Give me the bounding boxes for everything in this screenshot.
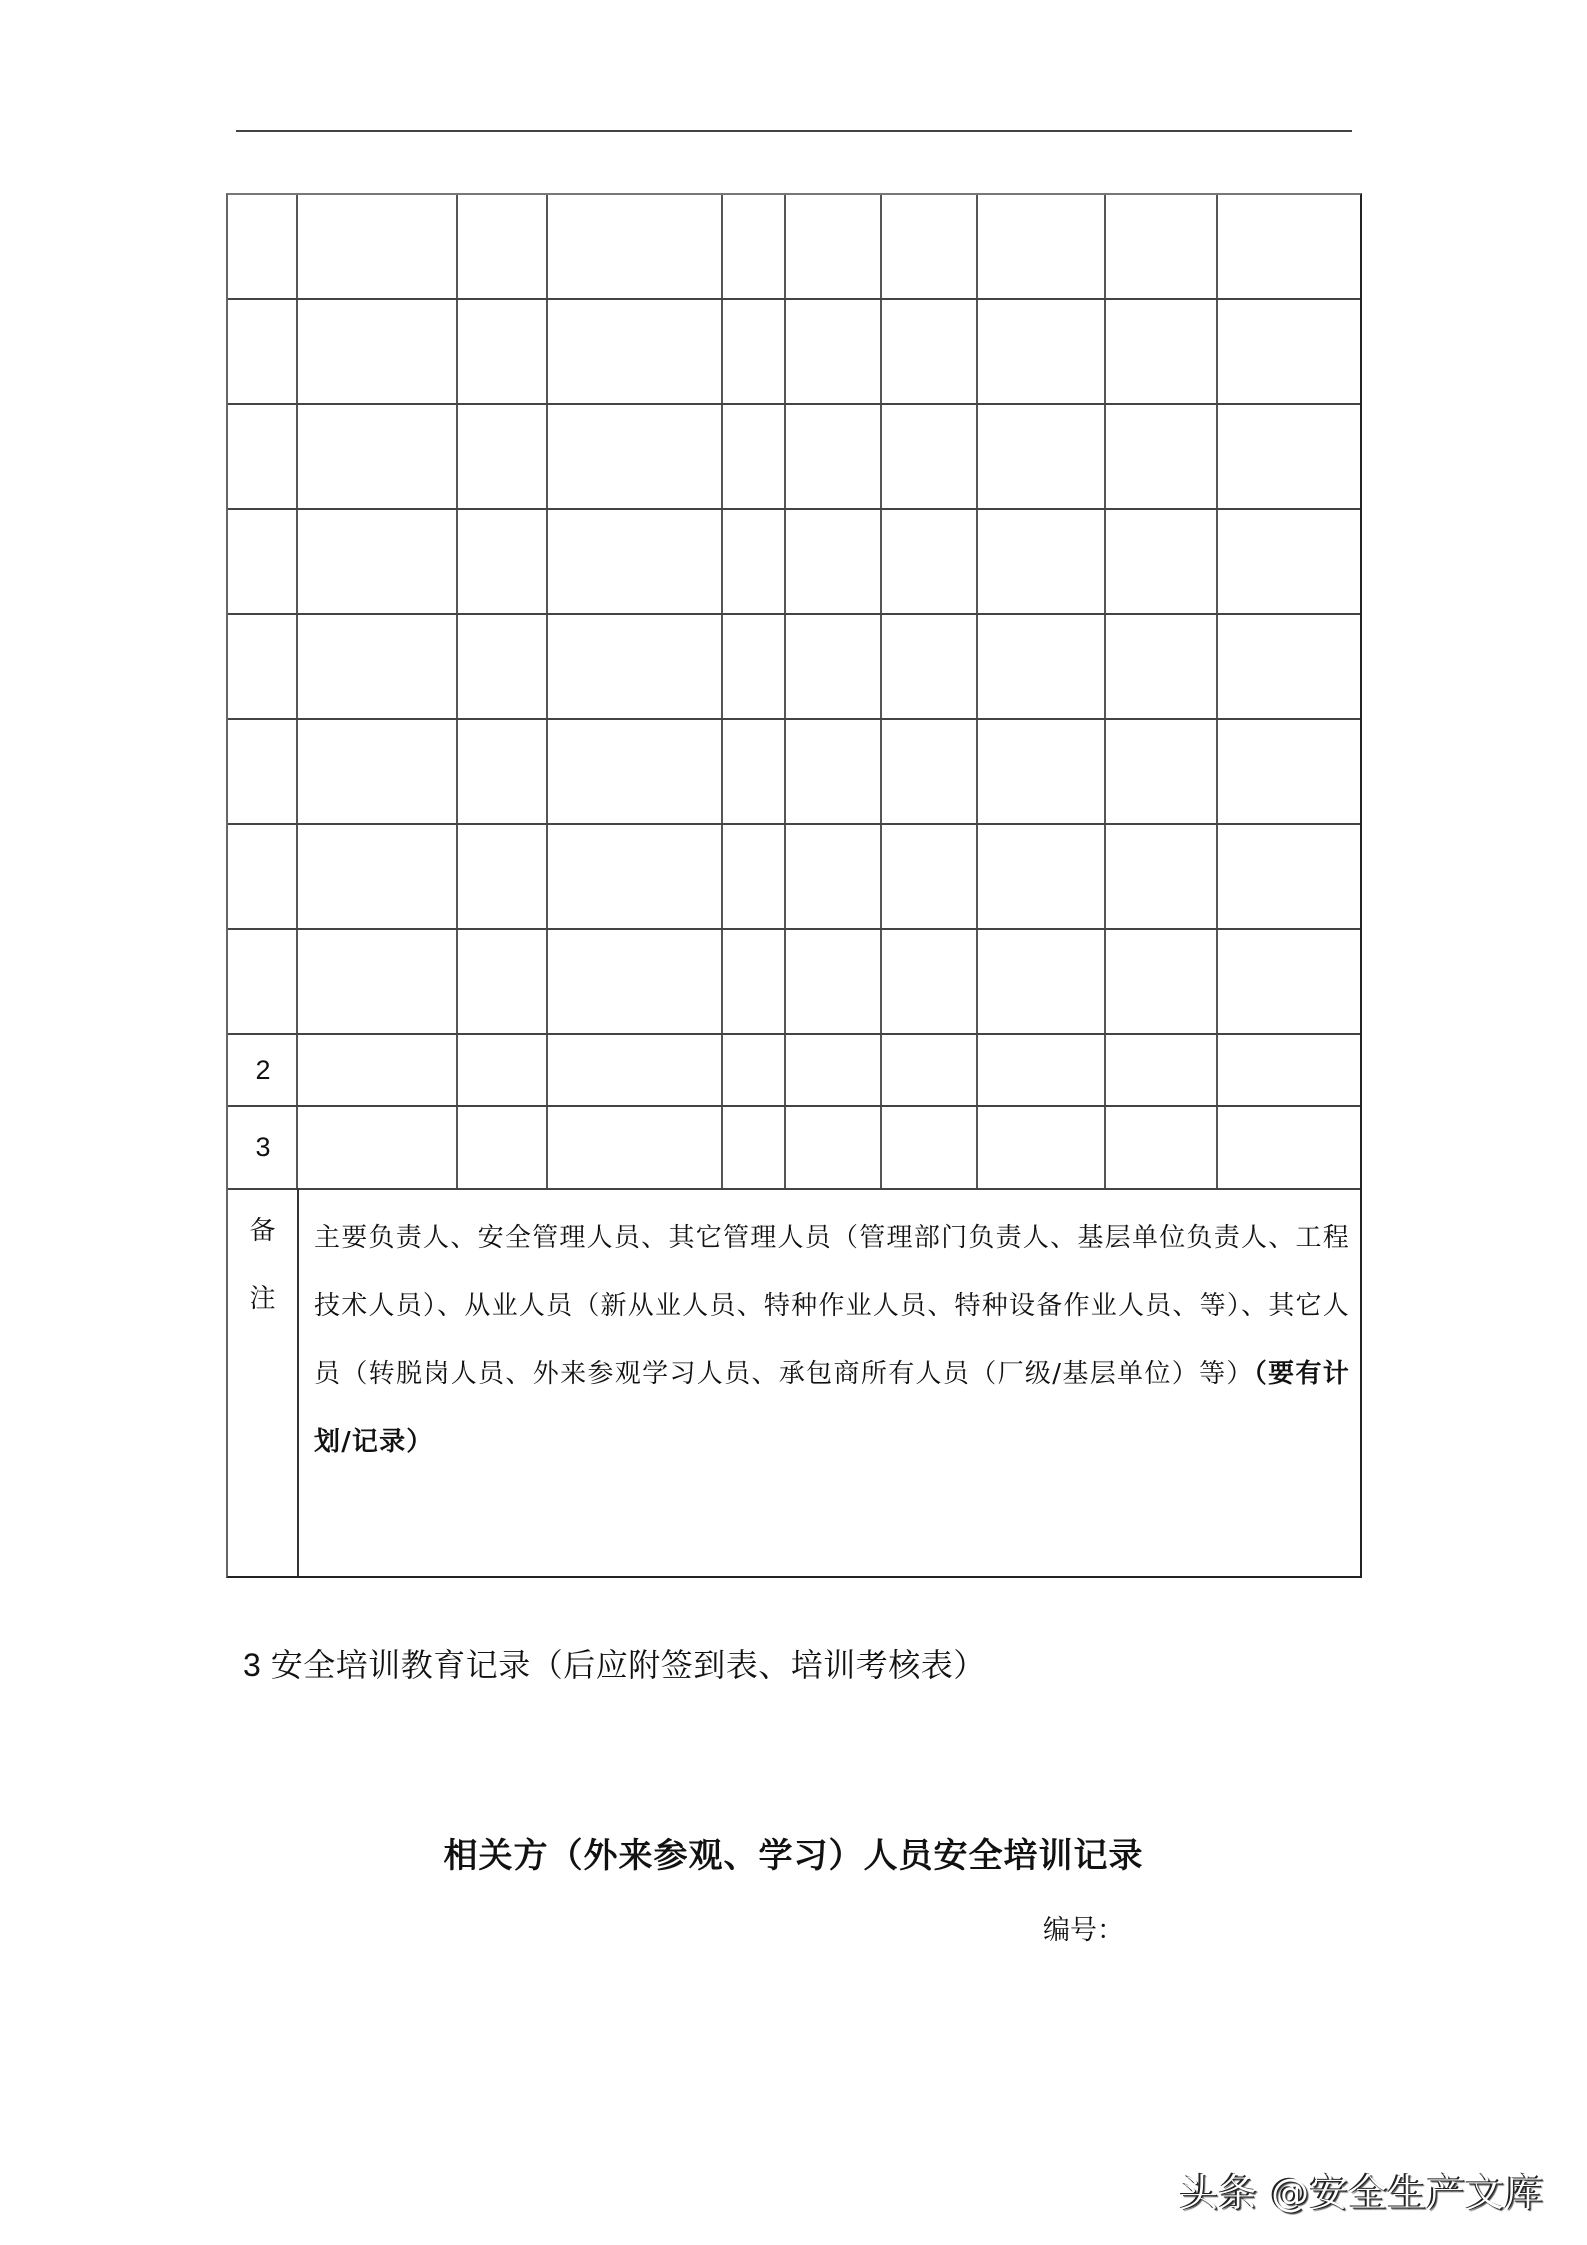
- row-number: 2: [255, 1054, 271, 1085]
- watermark: 头条 @安全生产文库: [1180, 2171, 1545, 2215]
- table-cell: [786, 195, 882, 298]
- table-cell: [1218, 1107, 1364, 1188]
- table-row: [228, 930, 1360, 1035]
- table-cell: [978, 1107, 1106, 1188]
- table-cell: [1106, 825, 1218, 928]
- table-cell: [978, 825, 1106, 928]
- table-cell: [458, 930, 548, 1033]
- table-cell: [882, 720, 978, 823]
- training-record-table: [226, 193, 1362, 1578]
- table-cell: [298, 405, 458, 508]
- table-row: [228, 405, 1360, 510]
- table-cell: [786, 930, 882, 1033]
- row-number: 3: [255, 1132, 271, 1162]
- notes-text-bold: （要有计划/记录）: [314, 1359, 1350, 1457]
- table-cell: [1218, 615, 1364, 718]
- table-row: [228, 720, 1360, 825]
- table-cell: [786, 1035, 882, 1105]
- table-cell: [458, 825, 548, 928]
- table-cell: [548, 1107, 723, 1188]
- table-cell: [1218, 300, 1364, 403]
- table-cell: [723, 195, 786, 298]
- header-rule: [236, 130, 1352, 132]
- table-cell: [723, 510, 786, 613]
- table-row: [228, 300, 1360, 405]
- table-cell: [723, 615, 786, 718]
- table-cell: [1106, 510, 1218, 613]
- table-cell: [978, 615, 1106, 718]
- table-cell: [228, 825, 298, 928]
- table-cell: [786, 720, 882, 823]
- table-cell: [723, 825, 786, 928]
- table-cell: [723, 930, 786, 1033]
- table-cell: [1106, 405, 1218, 508]
- table-cell: [882, 195, 978, 298]
- table-cell: [548, 615, 723, 718]
- table-cell: [228, 300, 298, 403]
- table-cell: [1106, 300, 1218, 403]
- table-cell: [228, 720, 298, 823]
- table-cell: [548, 300, 723, 403]
- table-cell: [1218, 510, 1364, 613]
- table-row: [228, 825, 1360, 930]
- form-number-label: 编号：: [1043, 1915, 1124, 1946]
- table-cell: [1106, 1107, 1218, 1188]
- table-cell: [228, 930, 298, 1033]
- table-cell: [882, 510, 978, 613]
- table-cell: [1106, 195, 1218, 298]
- table-cell: [458, 615, 548, 718]
- table-cell: [458, 510, 548, 613]
- table-cell: [1218, 405, 1364, 508]
- notes-label: [228, 1188, 299, 1576]
- table-cell: [228, 195, 298, 298]
- table-cell: [1106, 1035, 1218, 1105]
- table-cell: [298, 510, 458, 613]
- table-cell: [1106, 615, 1218, 718]
- table-cell: [548, 720, 723, 823]
- table-cell: [458, 195, 548, 298]
- table-cell: [1218, 195, 1364, 298]
- table-cell: [298, 930, 458, 1033]
- table-cell: [548, 510, 723, 613]
- table-cell: [1106, 720, 1218, 823]
- table-cell: [723, 300, 786, 403]
- table-cell: [978, 405, 1106, 508]
- table-cell: [548, 930, 723, 1033]
- table-cell: [786, 300, 882, 403]
- table-cell: [978, 1035, 1106, 1105]
- table-cell: [548, 1035, 723, 1105]
- table-cell: [1218, 825, 1364, 928]
- table-cell: [978, 930, 1106, 1033]
- table-cell: [298, 615, 458, 718]
- notes-text-regular: 主要负责人、安全管理人员、其它管理人员（管理部门负责人、基层单位负责人、工程技术人员）、从业人员（新从业人员、特种作业人员、特种设备作业人员、等）、其它人员（转脱岗人员、外来参观学习人员、承包商所有人员（厂级/基层单位）等）: [314, 1223, 1350, 1389]
- notes-text: [314, 1204, 1350, 1476]
- table-cell: [786, 405, 882, 508]
- table-row: [228, 510, 1360, 615]
- table-cell: [298, 825, 458, 928]
- table-cell: [882, 1035, 978, 1105]
- table-cell: [298, 1035, 458, 1105]
- table-cell: [978, 195, 1106, 298]
- table-cell: [882, 615, 978, 718]
- table-cell: [882, 300, 978, 403]
- table-cell: [978, 720, 1106, 823]
- table-cell: [548, 195, 723, 298]
- table-cell: [458, 300, 548, 403]
- table-row: [228, 195, 1360, 300]
- table-cell: [786, 825, 882, 928]
- form-title: 相关方（外来参观、学习）人员安全培训记录: [443, 1836, 1144, 1876]
- table-cell: [228, 510, 298, 613]
- table-cell: [548, 825, 723, 928]
- table-cell: [458, 1107, 548, 1188]
- table-cell: [1218, 720, 1364, 823]
- table-cell: [298, 1107, 458, 1188]
- table-row-numbered: [228, 1107, 1360, 1190]
- table-cell: [298, 300, 458, 403]
- table-cell: [786, 1107, 882, 1188]
- section-heading: 3 安全培训教育记录（后应附签到表、培训考核表）: [243, 1647, 986, 1683]
- table-cell: [882, 930, 978, 1033]
- table-cell: [228, 405, 298, 508]
- table-cell: [723, 1107, 786, 1188]
- table-cell: [786, 510, 882, 613]
- table-cell: [723, 405, 786, 508]
- table-cell: [1218, 930, 1364, 1033]
- table-cell: [1106, 930, 1218, 1033]
- table-cell: [1218, 1035, 1364, 1105]
- table-cell: [548, 405, 723, 508]
- notes-row: [228, 1188, 1360, 1576]
- table-cell: [786, 615, 882, 718]
- notes-label-char: 备: [249, 1216, 276, 1246]
- table-cell: [978, 300, 1106, 403]
- table-cell: [882, 405, 978, 508]
- table-row-numbered: [228, 1035, 1360, 1107]
- table-cell: [228, 615, 298, 718]
- table-cell: [458, 720, 548, 823]
- table-cell: [723, 1035, 786, 1105]
- table-cell: [723, 720, 786, 823]
- table-cell: [458, 1035, 548, 1105]
- table-cell: [298, 195, 458, 298]
- table-cell: [882, 825, 978, 928]
- table-cell: [458, 405, 548, 508]
- table-row: [228, 615, 1360, 720]
- notes-label-char: 注: [249, 1284, 276, 1314]
- table-cell: [882, 1107, 978, 1188]
- table-cell: [298, 720, 458, 823]
- table-cell: [978, 510, 1106, 613]
